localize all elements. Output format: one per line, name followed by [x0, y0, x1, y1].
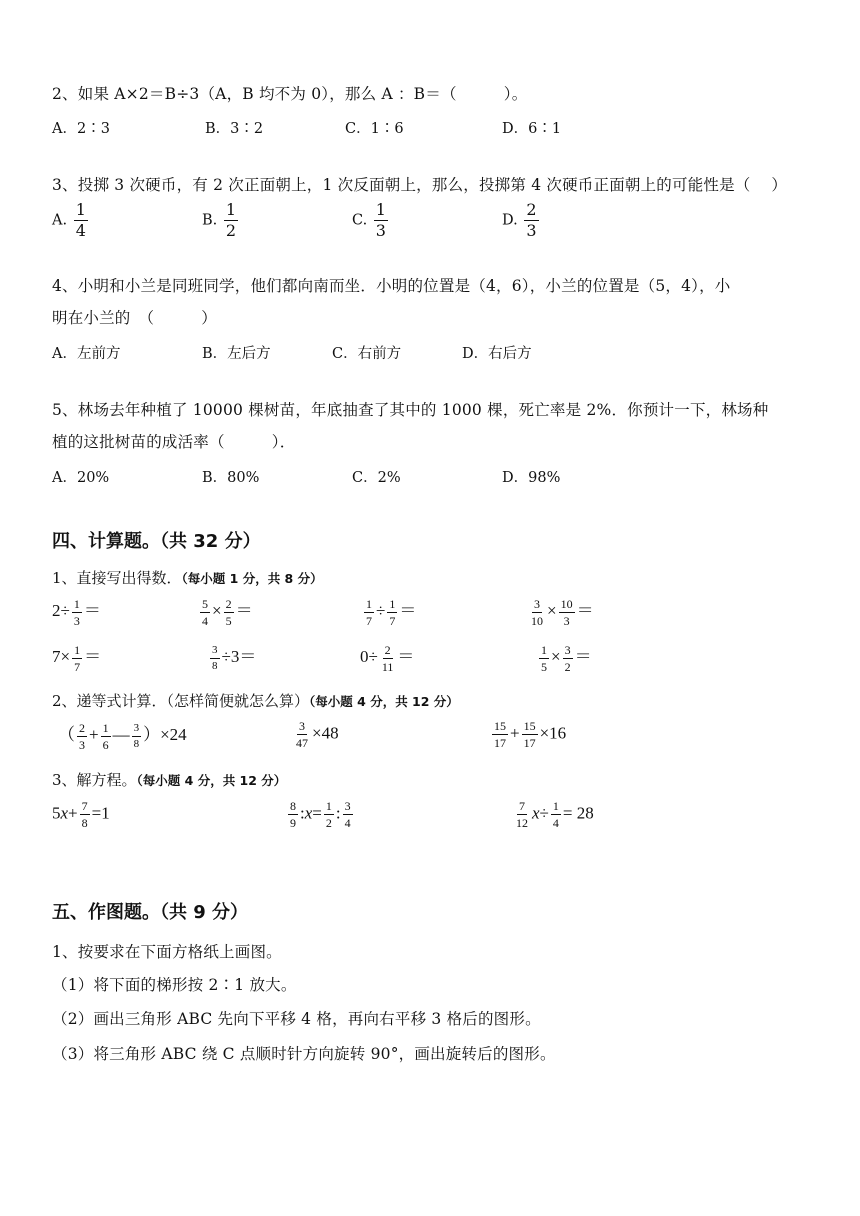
q2-option-a: A．2∶3 — [52, 121, 110, 137]
equation-3: $\frac{7}{12}$ x÷ $\frac{1}{4}$ = 28 — [516, 799, 594, 830]
equation-2: $\frac{8}{9}$ :x= $\frac{1}{2}$ : $\frac{3}{4}$ — [290, 799, 351, 830]
q4-stem-line1: 4、小明和小兰是同班同学，他们都向南而坐．小明的位置是（4，6），小兰的位置是（5，4），小 — [52, 277, 731, 295]
calc-item-6: $\frac{3}{8}$ ÷3＝ — [212, 643, 257, 672]
section4-title: 四、计算题。（共 32 分） — [52, 531, 261, 552]
q5-stem-line2: 植的这批树苗的成活率（ ）． — [52, 433, 296, 451]
calc-expression-2: $\frac{3}{47}$ ×48 — [296, 719, 339, 750]
calc-item-5: 7× $\frac{1}{7}$ ＝ — [52, 642, 102, 674]
calc-item-4: $\frac{3}{10}$ × $\frac{10}{3}$ ＝ — [531, 596, 594, 628]
fraction: $\frac{7}{12}$ — [516, 799, 528, 830]
section5-step-2: （2）画出三角形 ABC 先向下平移 4 格，再向右平移 3 格后的图形。 — [52, 1010, 541, 1028]
calc-expression-3: $\frac{15}{17}$ + $\frac{15}{17}$ ×16 — [494, 719, 567, 750]
fraction: $\frac{15}{17}$ — [494, 719, 506, 750]
q4-option-b: B．左后方 — [202, 346, 271, 362]
calc-item-3: $\frac{1}{7}$ ÷ $\frac{1}{7}$ ＝ — [366, 596, 417, 628]
fraction: $\frac{7}{8}$ — [81, 799, 88, 830]
q3-option-a: A. $\frac{1}{4}$ — [52, 200, 86, 240]
q5-option-c: C．2% — [352, 470, 401, 486]
q5-option-d: D．98% — [502, 470, 561, 486]
fraction: $\frac{10}{3}$ — [560, 596, 573, 628]
fraction: $\frac{1}{2}$ — [325, 799, 332, 830]
q3-option-d: D. $\frac{2}{3}$ — [502, 200, 537, 240]
q5-option-b: B．80% — [202, 470, 260, 486]
fraction: $\frac{3}{8}$ — [212, 643, 218, 672]
part3-label: 3、解方程。（每小题 4 分，共 12 分） — [52, 771, 287, 789]
fraction: $\frac{1}{7}$ — [389, 596, 396, 628]
fraction: $\frac{1}{6}$ — [102, 720, 109, 752]
calc-item-2: $\frac{5}{4}$ × $\frac{2}{5}$ ＝ — [202, 596, 253, 628]
calc-item-8: $\frac{1}{5}$ × $\frac{3}{2}$ ＝ — [541, 642, 592, 674]
fraction: $\frac{1}{3}$ — [375, 200, 386, 240]
q4-stem-line2: 明在小兰的 （ ） — [52, 309, 217, 327]
section5-title: 五、作图题。（共 9 分） — [52, 902, 249, 923]
calc-item-1: 2÷ $\frac{1}{3}$ ＝ — [52, 596, 101, 628]
fraction: $\frac{3}{2}$ — [564, 642, 571, 674]
fraction: $\frac{1}{7}$ — [366, 596, 372, 628]
fraction: $\frac{5}{4}$ — [202, 596, 208, 628]
fraction: $\frac{1}{7}$ — [74, 642, 81, 674]
part2-label: 2、递等式计算．（怎样简便就怎么算）（每小题 4 分，共 12 分） — [52, 692, 459, 710]
fraction: $\frac{1}{4}$ — [552, 799, 559, 830]
fraction: $\frac{1}{4}$ — [75, 200, 86, 240]
fraction: $\frac{2}{11}$ — [381, 642, 394, 674]
q2-stem: 2、如果 A×2＝B÷3（A，B 均不为 0），那么 A ：B＝（ ）。 — [52, 85, 528, 103]
fraction: $\frac{2}{3}$ — [526, 200, 537, 240]
part1-label: 1、直接写出得数．（每小题 1 分，共 8 分） — [52, 569, 323, 587]
q4-option-d: D．右后方 — [462, 346, 532, 362]
section5-step-1: （1）将下面的梯形按 2∶1 放大。 — [52, 976, 297, 994]
q2-option-d: D．6∶1 — [502, 121, 562, 137]
q3-stem: 3、投掷 3 次硬币，有 2 次正面朝上，1 次反面朝上，那么，投掷第 4 次硬币正面朝上的可能性是（ ） — [52, 176, 788, 194]
equation-1: 5x+ $\frac{7}{8}$ =1 — [52, 799, 110, 830]
fraction: $\frac{3}{10}$ — [531, 596, 543, 628]
fraction: $\frac{1}{5}$ — [541, 642, 547, 674]
section5-step-3: （3）将三角形 ABC 绕 C 点顺时针方向旋转 90°，画出旋转后的图形。 — [52, 1045, 556, 1063]
q3-option-b: B. $\frac{1}{2}$ — [202, 200, 237, 240]
fraction: $\frac{2}{5}$ — [225, 596, 232, 628]
fraction: $\frac{2}{3}$ — [79, 720, 85, 752]
q2-option-b: B．3∶2 — [205, 121, 264, 137]
q4-option-a: A．左前方 — [52, 346, 121, 362]
q3-option-c: C. $\frac{1}{3}$ — [352, 200, 386, 240]
q5-option-a: A．20% — [52, 470, 110, 486]
fraction: $\frac{1}{3}$ — [73, 596, 80, 628]
section5-q1: 1、按要求在下面方格纸上画图。 — [52, 943, 282, 961]
fraction: $\frac{15}{17}$ — [523, 719, 536, 750]
fraction: $\frac{3}{4}$ — [344, 799, 351, 830]
q5-stem-line1: 5、林场去年种植了 10000 棵树苗，年底抽查了其中的 1000 棵，死亡率是 2%．你预计一下，林场种 — [52, 401, 769, 419]
calc-expression-1: （ $\frac{2}{3}$ + $\frac{1}{6}$ — $\frac{3}{8}$ ）×24 — [58, 720, 187, 752]
q2-option-c: C．1∶6 — [345, 121, 404, 137]
calc-item-7: 0÷ $\frac{2}{11}$ ＝ — [360, 642, 415, 674]
fraction: $\frac{3}{8}$ — [133, 721, 140, 750]
q4-option-c: C．右前方 — [332, 346, 402, 362]
fraction: $\frac{3}{47}$ — [296, 719, 308, 750]
fraction: $\frac{1}{2}$ — [225, 200, 237, 240]
fraction: $\frac{8}{9}$ — [290, 799, 296, 830]
